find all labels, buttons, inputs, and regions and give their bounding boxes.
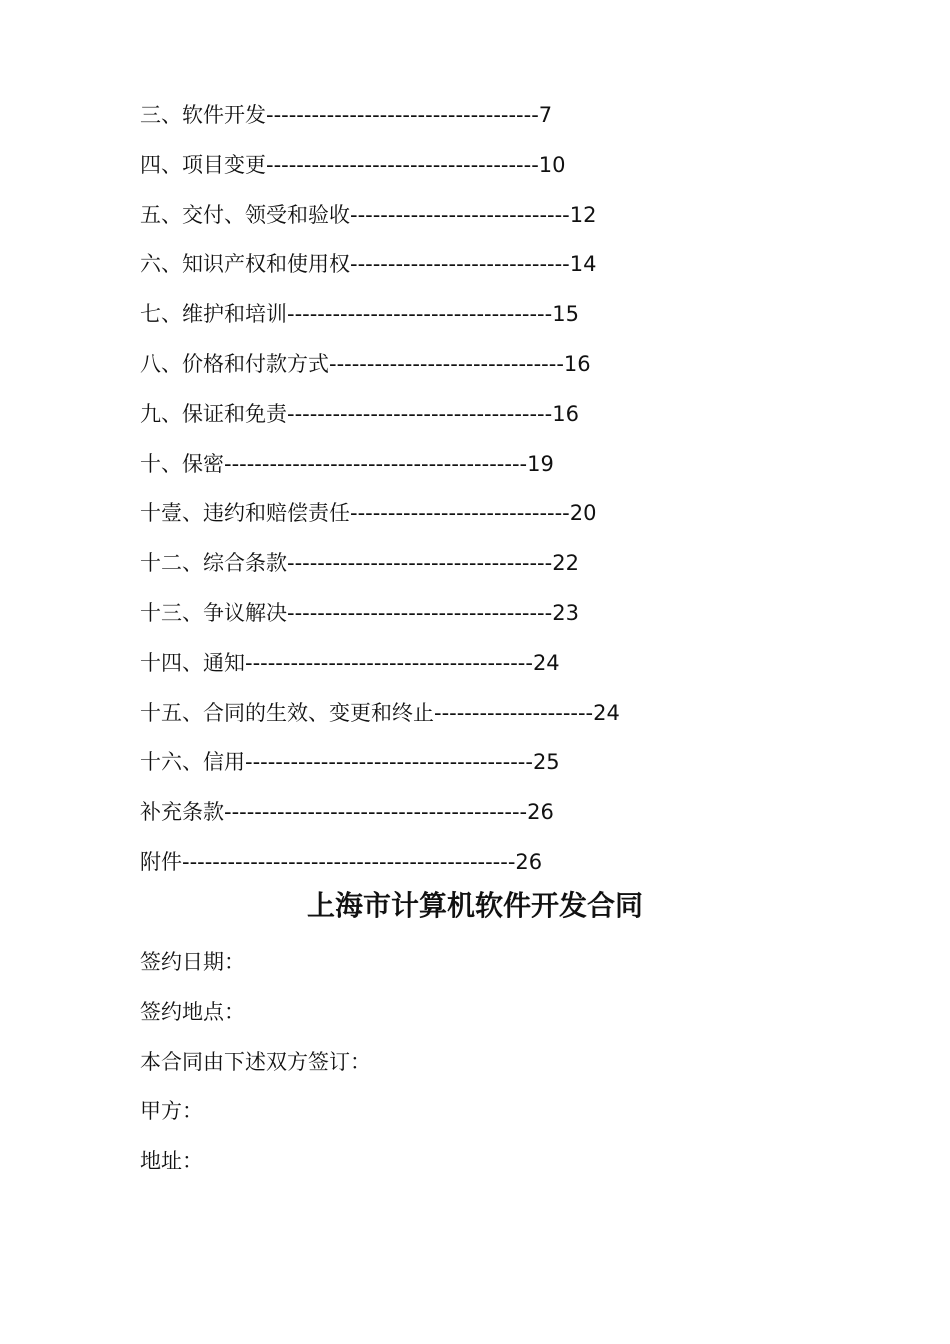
toc-entry-text: 三、软件开发------------------------------------7 <box>140 103 553 127</box>
toc-entry <box>140 395 840 445</box>
parties-intro-text: 本合同由下述双方签订： <box>140 1049 371 1074</box>
toc-entry <box>140 644 840 694</box>
toc-entry-text: 五、交付、领受和验收-----------------------------12 <box>140 202 597 227</box>
toc-entry-text: 十、保密----------------------------------------19 <box>140 451 554 476</box>
address-label: 地址： <box>140 1149 203 1174</box>
toc-entry <box>140 245 840 295</box>
toc-entry <box>140 345 840 395</box>
toc-entry <box>140 196 840 246</box>
toc-entry-text: 十四、通知--------------------------------------24 <box>140 650 560 675</box>
signing-date-label: 签约日期： <box>140 950 245 974</box>
toc-entry <box>140 494 840 544</box>
toc-entry <box>140 445 840 495</box>
party-a-label: 甲方： <box>140 1099 203 1124</box>
toc-entry-text: 四、项目变更------------------------------------10 <box>140 152 566 177</box>
toc-entry <box>140 96 840 146</box>
toc-entry-text: 九、保证和免责-----------------------------------16 <box>140 401 579 426</box>
toc-entry-text: 附件--------------------------------------------26 <box>140 849 543 874</box>
toc-entry <box>140 295 840 345</box>
toc-entry-text: 十六、信用--------------------------------------25 <box>140 750 560 775</box>
toc-entry-text: 十三、争议解决-----------------------------------23 <box>140 600 579 625</box>
toc-entry-text: 七、维护和培训-----------------------------------15 <box>140 302 579 327</box>
contract-fields <box>140 942 840 1191</box>
toc-entry-text: 十五、合同的生效、变更和终止---------------------24 <box>140 700 620 725</box>
document-title: 上海市计算机软件开发合同 <box>306 889 643 922</box>
toc-entry-text: 十二、综合条款-----------------------------------22 <box>140 551 579 576</box>
toc-entry <box>140 594 840 644</box>
toc-entry <box>140 793 840 843</box>
toc-entry-text: 八、价格和付款方式-------------------------------16 <box>140 351 591 376</box>
toc-entry <box>140 146 840 196</box>
toc-entry <box>140 544 840 594</box>
toc-entry <box>140 694 840 744</box>
signing-place-label: 签约地点： <box>140 999 245 1024</box>
toc-entry <box>140 743 840 793</box>
toc-entry-text: 六、知识产权和使用权-----------------------------14 <box>140 252 597 277</box>
toc-entry-text: 补充条款----------------------------------------26 <box>140 800 554 825</box>
table-of-contents <box>140 96 840 893</box>
toc-entry-text: 十壹、违约和赔偿责任-----------------------------20 <box>140 501 597 526</box>
